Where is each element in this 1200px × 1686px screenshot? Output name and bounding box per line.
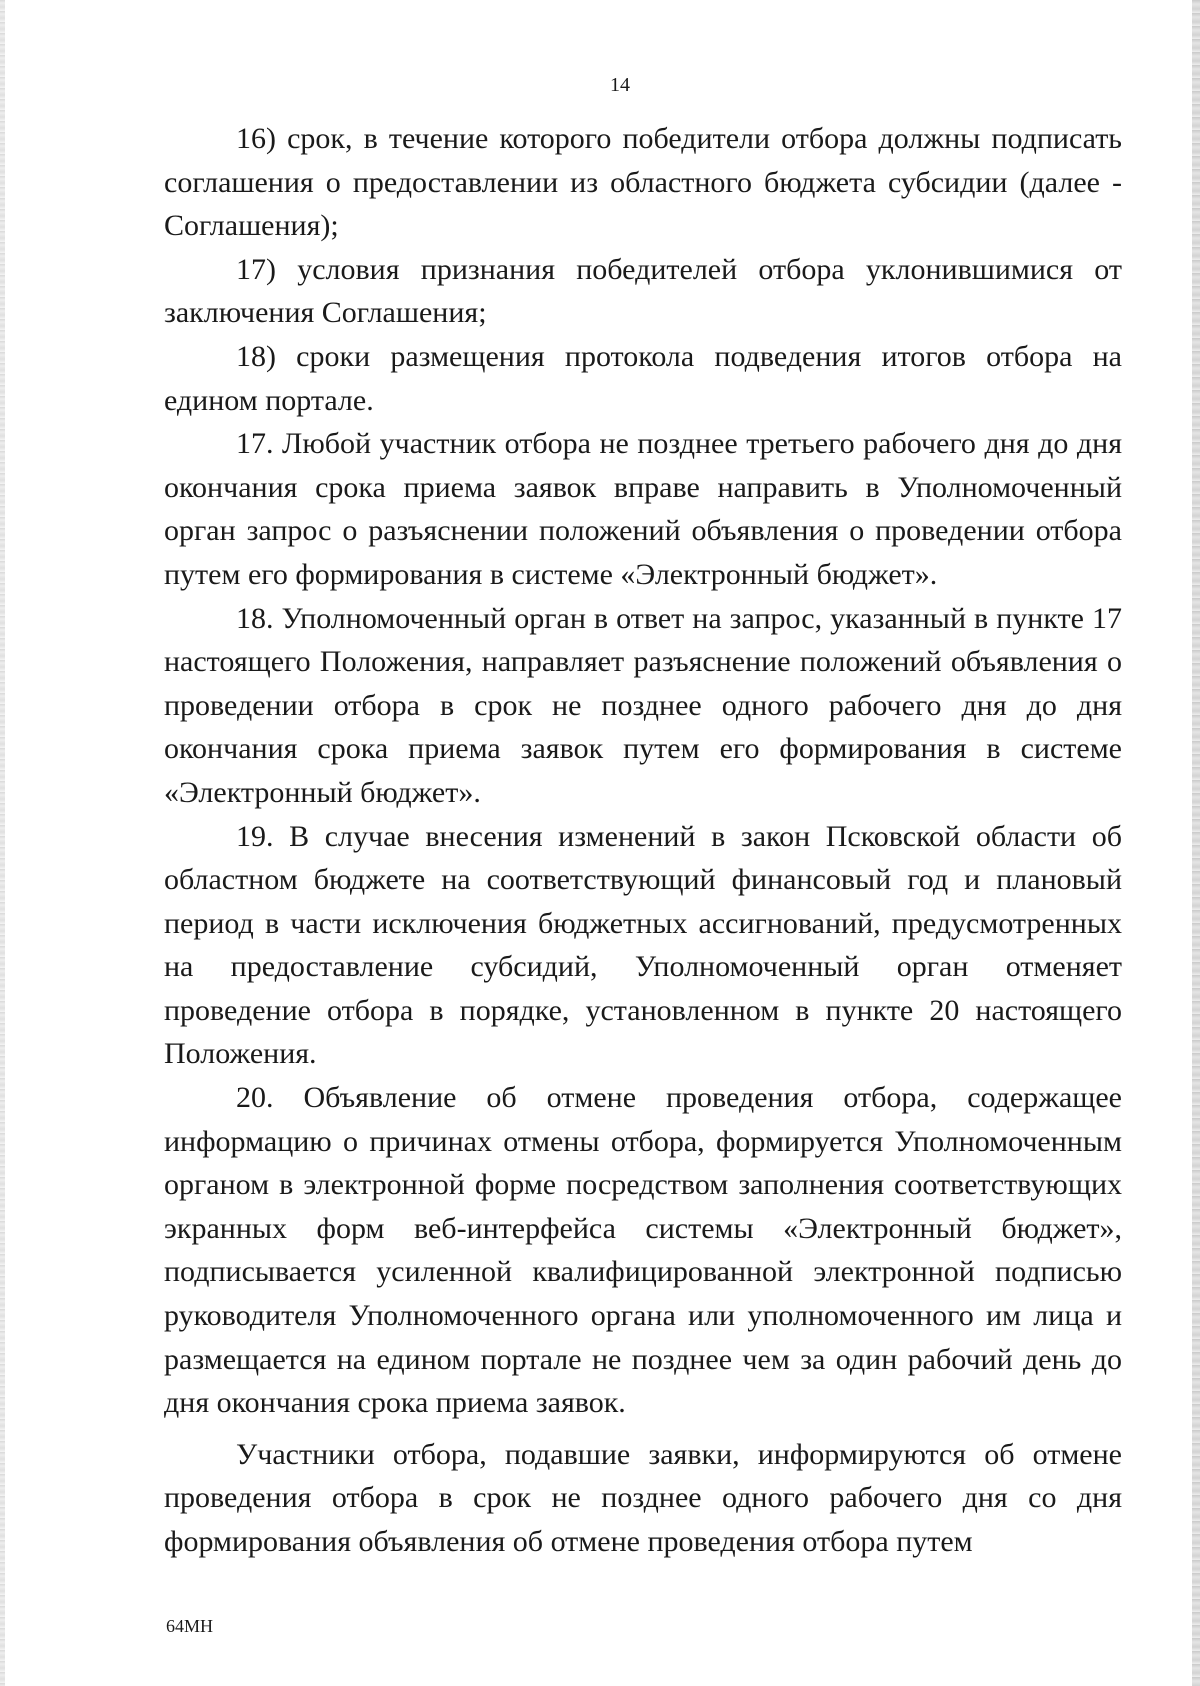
paragraph-clause-19: 19. В случае внесения изменений в закон Псковской области об областном бюджете на соответствующий финансовый год и плановый период в части исключения бюджетных ассигнований, предусмотренных на предоставление субсидий, Уполномоченный орган отменяет проведение отбора в порядке, установленном в пункте 20 настоящего Положения. xyxy=(164,819,1122,1071)
paragraph-item-18: 18) сроки размещения протокола подведения итогов отбора на едином портале. xyxy=(164,339,1122,417)
paragraph-clause-20: 20. Объявление об отмене проведения отбора, содержащее информацию о причинах отмены отбора, формируется Уполномоченным органом в электронной форме посредством заполнения соответствующих экранных форм веб-интерфейса системы «Электронный бюджет», подписывается усиленной квалифицированной электронной подписью руководителя Уполномоченного органа или уполномоченного им лица и размещается на едином портале не позднее чем за один рабочий день до дня окончания срока приема заявок. xyxy=(164,1081,1122,1420)
paragraph-item-16: 16) срок, в течение которого победители отбора должны подписать соглашения о предоставлении из областного бюджета субсидии (далее - Соглашения); xyxy=(164,122,1122,243)
paragraph-clause-17: 17. Любой участник отбора не позднее третьего рабочего дня до дня окончания срока приема заявок вправе направить в Уполномоченный орган запрос о разъяснении положений объявления о проведении отбора путем его формирования в системе «Электронный бюджет». xyxy=(164,427,1122,591)
paragraph-clause-18: 18. Уполномоченный орган в ответ на запрос, указанный в пункте 17 настоящего Положения, направляет разъяснение положений объявления о проведении отбора в срок не позднее одного рабочего дня до дня окончания срока приема заявок путем его формирования в системе «Электронный бюджет». xyxy=(164,601,1122,809)
scan-edge-left xyxy=(0,0,5,1686)
footer-document-code: 64МН xyxy=(166,1616,214,1636)
document-body xyxy=(164,117,1122,1564)
paragraph-participants: Участники отбора, подавшие заявки, информируются об отмене проведения отбора в срок не позднее одного рабочего дня со дня формирования объявления об отмене проведения отбора путем xyxy=(164,1437,1122,1558)
scan-edge-right xyxy=(1192,0,1200,1686)
paragraph-item-17: 17) условия признания победителей отбора уклонившимися от заключения Соглашения; xyxy=(164,252,1122,330)
page-number: 14 xyxy=(610,74,630,96)
